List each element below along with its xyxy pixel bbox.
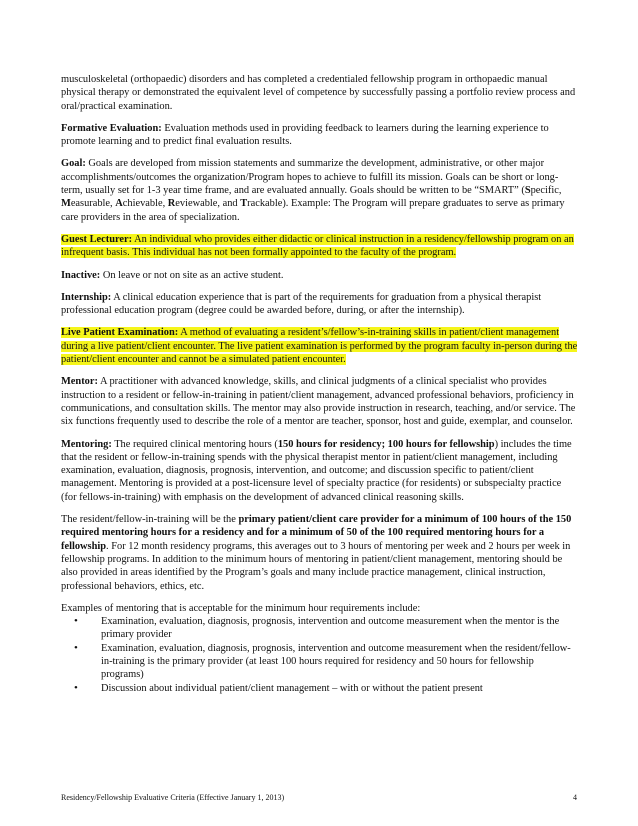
footer-title: Residency/Fellowship Evaluative Criteria (Effective January 1, 2013): [61, 793, 285, 802]
smart-letter-r: R: [167, 198, 176, 210]
mentoring-examples-list: [61, 615, 579, 695]
definition-mentoring: [61, 438, 579, 504]
definition-term: Live Patient Examination:: [61, 327, 179, 339]
smart-letter-a: A: [115, 198, 123, 210]
smart-letter-m: M: [61, 198, 71, 210]
smart-word-specific: pecific,: [530, 185, 562, 197]
paragraph-text: musculoskeletal (orthopaedic) disorders and has completed a credentialed fellowship program in orthopaedic manual physical therapy or demonstrated the equivalent level of competence by successfully passing a portfolio review process and oral/practical examination.: [61, 74, 576, 112]
primary-provider-emphasis: primary patient/client care provider for a minimum of 100 hours of the 150 required mentoring hours for a residency and for a minimum of 50 of the 100 required mentoring hours for a fellowship: [61, 514, 572, 552]
smart-word-achievable: chievable,: [122, 198, 168, 210]
definition-text: A practitioner with advanced knowledge, skills, and clinical judgments of a clinical specialist who provides instruction to a resident or fellow-in-training in patient/client management, advanced professional behaviors, proficiency in communications, and consultation skills. The mentor may also provide instruction in research, teaching, and/or service. The six functions frequently used to describe the role of a mentor are teacher, sponsor, host and guide, exemplar, and counselor.: [61, 376, 576, 428]
document-body: [61, 73, 579, 695]
definition-internship: [61, 291, 579, 318]
definition-term: Guest Lecturer:: [61, 233, 133, 245]
paragraph-text: Examples of mentoring that is acceptable for the minimum hour requirements include:: [61, 602, 421, 614]
definition-text: Evaluation methods used in providing feedback to learners during the learning experience to promote learning and to predict final evaluation results.: [61, 122, 549, 148]
definition-text: An individual who provides either didactic or clinical instruction in a residency/fellowship program on an infrequent basis. This individual has not been formally appointed to the faculty of the program.: [61, 233, 574, 259]
paragraph-examples-intro: [61, 602, 579, 615]
definition-term: Mentor:: [61, 376, 98, 388]
highlighted-text: [61, 327, 577, 365]
definition-text: The required clinical mentoring hours (: [111, 438, 278, 450]
smart-word-trackable: rackable). Example: The Program will prepare graduates to serve as primary care providers in the area of specialization.: [61, 198, 565, 223]
smart-word-reviewable: eviewable, and: [175, 198, 241, 210]
definition-text: Goals are developed from mission statements and summarize the development, administrative, or other major accomplishments/outcomes the organization/Program hopes to achieve to fulfill its mission. Goals can be short or long-term, usually set for 1-3 year time frame, and are evaluated annually. Goals should be written to be “SMART” (: [61, 158, 559, 197]
definition-text-continued: ) includes the time that the resident or fellow-in-training spends with the physical therapist mentor in patient/client management, including examination, evaluation, diagnosis, prognosis, intervention, and outcome; and discussion specific to patient/client management. Mentoring is provided at a post-licensure level of specialty practice (for residents) or subspecialty practice (for fellows-in-training) with emphasis on the development of advanced clinical reasoning skills.: [61, 438, 572, 503]
smart-letter-s: S: [524, 185, 531, 197]
definition-text: On leave or not on site as an active student.: [100, 269, 284, 281]
definition-term: Mentoring:: [61, 438, 112, 450]
paragraph-text-continued: . For 12 month residency programs, this averages out to 3 hours of mentoring per week and 2 hours per week in fellowship programs. In addition to the minimum hours of mentoring in patient/client management, mentoring should be also provided in areas identified by the Program’s goals and many include practice management, clinical instruction, professional behaviors, ethics, etc.: [61, 540, 571, 592]
list-item: [101, 642, 579, 682]
smart-word-measurable: easurable,: [70, 198, 116, 210]
list-item: [101, 615, 579, 642]
smart-letter-t: T: [240, 198, 248, 210]
definition-mentor: [61, 375, 579, 428]
page-footer: [61, 793, 577, 803]
list-item-text: Discussion about individual patient/client management – with or without the patient present: [101, 682, 483, 694]
paragraph-continuation: [61, 73, 579, 113]
definition-text: A clinical education experience that is part of the requirements for graduation from a physical therapist professional education program (degree could be awarded before, during, or after the internship).: [61, 291, 542, 317]
definition-guest-lecturer: [61, 233, 579, 260]
definition-text: A method of evaluating a resident’s/fellow’s-in-training skills in patient/client management during a live patient/client encounter. The live patient examination is performed by the program faculty in-person during the patient/client encounter and cannot be a simulated patient encounter.: [61, 327, 578, 366]
definition-live-patient-examination: [61, 326, 579, 366]
highlighted-text: [61, 234, 574, 258]
definition-term: Internship:: [61, 291, 112, 303]
definition-goal: [61, 157, 579, 223]
definition-term: Inactive:: [61, 269, 101, 281]
paragraph-primary-provider: [61, 513, 579, 593]
definition-term: Formative Evaluation:: [61, 122, 162, 134]
mentoring-hours-emphasis: 150 hours for residency; 100 hours for fellowship: [277, 438, 495, 450]
list-item-text: Examination, evaluation, diagnosis, prognosis, intervention and outcome measurement when the resident/fellow-in-training is the primary provider (at least 100 hours required for residency and 50 hours for fellowship programs): [101, 642, 571, 681]
list-item-text: Examination, evaluation, diagnosis, prognosis, intervention and outcome measurement when the mentor is the primary provider: [101, 616, 560, 641]
page-number: 4: [573, 793, 577, 802]
definition-inactive: [61, 269, 579, 282]
list-item: [101, 682, 579, 695]
definition-term: Goal:: [61, 158, 86, 170]
definition-formative-evaluation: [61, 122, 579, 149]
paragraph-text: The resident/fellow-in-training will be the: [61, 514, 239, 526]
